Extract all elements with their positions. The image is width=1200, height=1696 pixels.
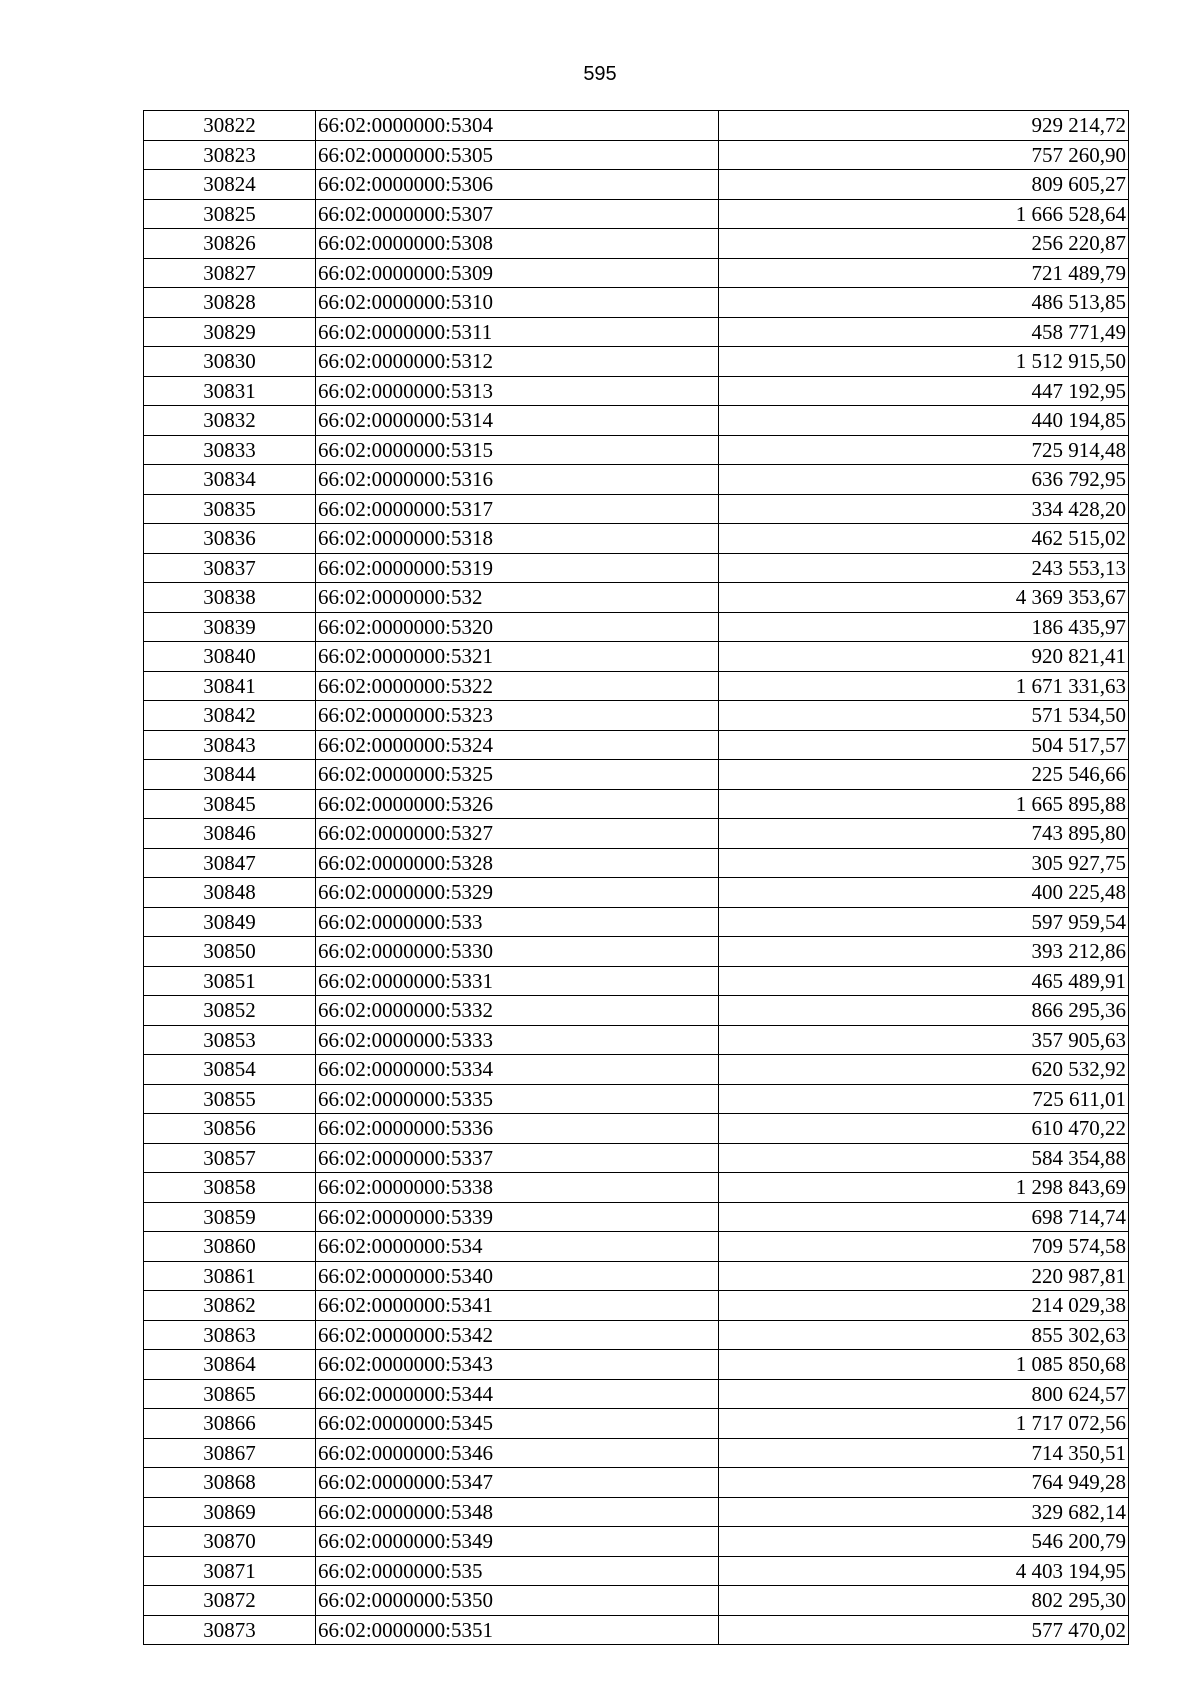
page-number: 595 <box>583 63 617 85</box>
value-cell: 4 369 353,67 <box>719 583 1129 613</box>
row-number-cell: 30859 <box>144 1202 316 1232</box>
table-row <box>144 553 1129 583</box>
row-number-cell: 30866 <box>144 1409 316 1439</box>
row-number-cell: 30856 <box>144 1114 316 1144</box>
registry-table <box>143 110 1129 1645</box>
cadastral-number-cell: 66:02:0000000:5351 <box>316 1615 719 1645</box>
value-cell: 584 354,88 <box>719 1143 1129 1173</box>
row-number-cell: 30830 <box>144 347 316 377</box>
cadastral-number-cell: 66:02:0000000:5319 <box>316 553 719 583</box>
table-row <box>144 1114 1129 1144</box>
cadastral-number-cell: 66:02:0000000:5311 <box>316 317 719 347</box>
row-number-cell: 30854 <box>144 1055 316 1085</box>
table-row <box>144 111 1129 141</box>
cadastral-number-cell: 66:02:0000000:5308 <box>316 229 719 259</box>
cadastral-number-cell: 66:02:0000000:5336 <box>316 1114 719 1144</box>
table-row <box>144 376 1129 406</box>
row-number-cell: 30847 <box>144 848 316 878</box>
table-row <box>144 1350 1129 1380</box>
table-row <box>144 671 1129 701</box>
row-number-cell: 30844 <box>144 760 316 790</box>
table-row <box>144 612 1129 642</box>
cadastral-number-cell: 66:02:0000000:5309 <box>316 258 719 288</box>
table-row <box>144 1468 1129 1498</box>
row-number-cell: 30840 <box>144 642 316 672</box>
row-number-cell: 30860 <box>144 1232 316 1262</box>
value-cell: 504 517,57 <box>719 730 1129 760</box>
row-number-cell: 30861 <box>144 1261 316 1291</box>
value-cell: 698 714,74 <box>719 1202 1129 1232</box>
cadastral-number-cell: 66:02:0000000:5338 <box>316 1173 719 1203</box>
row-number-cell: 30870 <box>144 1527 316 1557</box>
row-number-cell: 30846 <box>144 819 316 849</box>
value-cell: 400 225,48 <box>719 878 1129 908</box>
cadastral-number-cell: 66:02:0000000:5330 <box>316 937 719 967</box>
table-row <box>144 1556 1129 1586</box>
row-number-cell: 30857 <box>144 1143 316 1173</box>
cadastral-number-cell: 66:02:0000000:5329 <box>316 878 719 908</box>
row-number-cell: 30872 <box>144 1586 316 1616</box>
table-row <box>144 1320 1129 1350</box>
cadastral-number-cell: 66:02:0000000:5333 <box>316 1025 719 1055</box>
value-cell: 929 214,72 <box>719 111 1129 141</box>
cadastral-number-cell: 66:02:0000000:5310 <box>316 288 719 318</box>
row-number-cell: 30862 <box>144 1291 316 1321</box>
table-row <box>144 1438 1129 1468</box>
row-number-cell: 30837 <box>144 553 316 583</box>
row-number-cell: 30850 <box>144 937 316 967</box>
table-row <box>144 701 1129 731</box>
cadastral-number-cell: 66:02:0000000:533 <box>316 907 719 937</box>
cadastral-number-cell: 66:02:0000000:5346 <box>316 1438 719 1468</box>
value-cell: 486 513,85 <box>719 288 1129 318</box>
table-row <box>144 996 1129 1026</box>
table-row <box>144 1143 1129 1173</box>
row-number-cell: 30842 <box>144 701 316 731</box>
value-cell: 714 350,51 <box>719 1438 1129 1468</box>
cadastral-number-cell: 66:02:0000000:5349 <box>316 1527 719 1557</box>
value-cell: 725 914,48 <box>719 435 1129 465</box>
cadastral-number-cell: 66:02:0000000:5304 <box>316 111 719 141</box>
value-cell: 458 771,49 <box>719 317 1129 347</box>
value-cell: 757 260,90 <box>719 140 1129 170</box>
row-number-cell: 30824 <box>144 170 316 200</box>
value-cell: 802 295,30 <box>719 1586 1129 1616</box>
row-number-cell: 30828 <box>144 288 316 318</box>
value-cell: 220 987,81 <box>719 1261 1129 1291</box>
row-number-cell: 30839 <box>144 612 316 642</box>
table-row <box>144 435 1129 465</box>
table-row <box>144 1586 1129 1616</box>
row-number-cell: 30823 <box>144 140 316 170</box>
value-cell: 866 295,36 <box>719 996 1129 1026</box>
cadastral-number-cell: 66:02:0000000:5326 <box>316 789 719 819</box>
row-number-cell: 30822 <box>144 111 316 141</box>
row-number-cell: 30864 <box>144 1350 316 1380</box>
value-cell: 855 302,63 <box>719 1320 1129 1350</box>
cadastral-number-cell: 66:02:0000000:5321 <box>316 642 719 672</box>
table-row <box>144 524 1129 554</box>
value-cell: 186 435,97 <box>719 612 1129 642</box>
cadastral-number-cell: 66:02:0000000:5337 <box>316 1143 719 1173</box>
row-number-cell: 30827 <box>144 258 316 288</box>
value-cell: 462 515,02 <box>719 524 1129 554</box>
value-cell: 571 534,50 <box>719 701 1129 731</box>
table-row <box>144 229 1129 259</box>
table-row <box>144 288 1129 318</box>
value-cell: 225 546,66 <box>719 760 1129 790</box>
row-number-cell: 30848 <box>144 878 316 908</box>
table-row <box>144 465 1129 495</box>
cadastral-number-cell: 66:02:0000000:5348 <box>316 1497 719 1527</box>
cadastral-number-cell: 66:02:0000000:5327 <box>316 819 719 849</box>
cadastral-number-cell: 66:02:0000000:5340 <box>316 1261 719 1291</box>
cadastral-number-cell: 66:02:0000000:5312 <box>316 347 719 377</box>
value-cell: 393 212,86 <box>719 937 1129 967</box>
row-number-cell: 30836 <box>144 524 316 554</box>
table-row <box>144 583 1129 613</box>
cadastral-number-cell: 66:02:0000000:5307 <box>316 199 719 229</box>
row-number-cell: 30869 <box>144 1497 316 1527</box>
row-number-cell: 30833 <box>144 435 316 465</box>
cadastral-number-cell: 66:02:0000000:5339 <box>316 1202 719 1232</box>
value-cell: 743 895,80 <box>719 819 1129 849</box>
table-row <box>144 170 1129 200</box>
value-cell: 1 298 843,69 <box>719 1173 1129 1203</box>
row-number-cell: 30871 <box>144 1556 316 1586</box>
value-cell: 1 512 915,50 <box>719 347 1129 377</box>
value-cell: 725 611,01 <box>719 1084 1129 1114</box>
value-cell: 4 403 194,95 <box>719 1556 1129 1586</box>
table-row <box>144 789 1129 819</box>
row-number-cell: 30868 <box>144 1468 316 1498</box>
value-cell: 1 666 528,64 <box>719 199 1129 229</box>
table-row <box>144 1055 1129 1085</box>
table-row <box>144 406 1129 436</box>
row-number-cell: 30832 <box>144 406 316 436</box>
table-row <box>144 258 1129 288</box>
table-row <box>144 347 1129 377</box>
table-body <box>144 111 1129 1645</box>
row-number-cell: 30873 <box>144 1615 316 1645</box>
row-number-cell: 30825 <box>144 199 316 229</box>
cadastral-number-cell: 66:02:0000000:5318 <box>316 524 719 554</box>
cadastral-number-cell: 66:02:0000000:5345 <box>316 1409 719 1439</box>
table-row <box>144 642 1129 672</box>
value-cell: 764 949,28 <box>719 1468 1129 1498</box>
table-row <box>144 966 1129 996</box>
cadastral-number-cell: 66:02:0000000:534 <box>316 1232 719 1262</box>
value-cell: 800 624,57 <box>719 1379 1129 1409</box>
row-number-cell: 30829 <box>144 317 316 347</box>
table-row <box>144 937 1129 967</box>
table-row <box>144 1261 1129 1291</box>
row-number-cell: 30835 <box>144 494 316 524</box>
value-cell: 1 085 850,68 <box>719 1350 1129 1380</box>
value-cell: 329 682,14 <box>719 1497 1129 1527</box>
row-number-cell: 30849 <box>144 907 316 937</box>
row-number-cell: 30865 <box>144 1379 316 1409</box>
cadastral-number-cell: 66:02:0000000:5323 <box>316 701 719 731</box>
cadastral-number-cell: 66:02:0000000:5328 <box>316 848 719 878</box>
cadastral-number-cell: 66:02:0000000:5306 <box>316 170 719 200</box>
table-row <box>144 1084 1129 1114</box>
value-cell: 465 489,91 <box>719 966 1129 996</box>
table-row <box>144 848 1129 878</box>
row-number-cell: 30867 <box>144 1438 316 1468</box>
table-row <box>144 1497 1129 1527</box>
value-cell: 620 532,92 <box>719 1055 1129 1085</box>
table-row <box>144 907 1129 937</box>
row-number-cell: 30853 <box>144 1025 316 1055</box>
row-number-cell: 30831 <box>144 376 316 406</box>
row-number-cell: 30838 <box>144 583 316 613</box>
table-row <box>144 730 1129 760</box>
cadastral-number-cell: 66:02:0000000:5331 <box>316 966 719 996</box>
table-row <box>144 1379 1129 1409</box>
cadastral-number-cell: 66:02:0000000:5335 <box>316 1084 719 1114</box>
row-number-cell: 30826 <box>144 229 316 259</box>
cadastral-number-cell: 66:02:0000000:5344 <box>316 1379 719 1409</box>
table-row <box>144 1527 1129 1557</box>
row-number-cell: 30841 <box>144 671 316 701</box>
value-cell: 577 470,02 <box>719 1615 1129 1645</box>
row-number-cell: 30845 <box>144 789 316 819</box>
row-number-cell: 30863 <box>144 1320 316 1350</box>
value-cell: 447 192,95 <box>719 376 1129 406</box>
table-row <box>144 140 1129 170</box>
value-cell: 721 489,79 <box>719 258 1129 288</box>
table-row <box>144 1291 1129 1321</box>
value-cell: 709 574,58 <box>719 1232 1129 1262</box>
cadastral-number-cell: 66:02:0000000:5343 <box>316 1350 719 1380</box>
value-cell: 440 194,85 <box>719 406 1129 436</box>
value-cell: 597 959,54 <box>719 907 1129 937</box>
cadastral-number-cell: 66:02:0000000:5314 <box>316 406 719 436</box>
value-cell: 1 717 072,56 <box>719 1409 1129 1439</box>
cadastral-number-cell: 66:02:0000000:532 <box>316 583 719 613</box>
cadastral-number-cell: 66:02:0000000:5325 <box>316 760 719 790</box>
table-row <box>144 819 1129 849</box>
cadastral-number-cell: 66:02:0000000:5313 <box>316 376 719 406</box>
row-number-cell: 30852 <box>144 996 316 1026</box>
value-cell: 1 671 331,63 <box>719 671 1129 701</box>
row-number-cell: 30834 <box>144 465 316 495</box>
cadastral-number-cell: 66:02:0000000:5315 <box>316 435 719 465</box>
value-cell: 920 821,41 <box>719 642 1129 672</box>
row-number-cell: 30858 <box>144 1173 316 1203</box>
cadastral-number-cell: 66:02:0000000:5320 <box>316 612 719 642</box>
value-cell: 1 665 895,88 <box>719 789 1129 819</box>
table-row <box>144 199 1129 229</box>
cadastral-number-cell: 66:02:0000000:5334 <box>316 1055 719 1085</box>
cadastral-number-cell: 66:02:0000000:5316 <box>316 465 719 495</box>
table-row <box>144 1615 1129 1645</box>
table-row <box>144 494 1129 524</box>
value-cell: 610 470,22 <box>719 1114 1129 1144</box>
value-cell: 636 792,95 <box>719 465 1129 495</box>
cadastral-number-cell: 66:02:0000000:5341 <box>316 1291 719 1321</box>
cadastral-number-cell: 66:02:0000000:5350 <box>316 1586 719 1616</box>
value-cell: 546 200,79 <box>719 1527 1129 1557</box>
cadastral-number-cell: 66:02:0000000:5324 <box>316 730 719 760</box>
value-cell: 305 927,75 <box>719 848 1129 878</box>
value-cell: 256 220,87 <box>719 229 1129 259</box>
value-cell: 357 905,63 <box>719 1025 1129 1055</box>
table-row <box>144 317 1129 347</box>
value-cell: 214 029,38 <box>719 1291 1129 1321</box>
cadastral-number-cell: 66:02:0000000:5332 <box>316 996 719 1026</box>
row-number-cell: 30851 <box>144 966 316 996</box>
cadastral-number-cell: 66:02:0000000:5317 <box>316 494 719 524</box>
row-number-cell: 30855 <box>144 1084 316 1114</box>
table-row <box>144 1025 1129 1055</box>
cadastral-number-cell: 66:02:0000000:5342 <box>316 1320 719 1350</box>
cadastral-number-cell: 66:02:0000000:5305 <box>316 140 719 170</box>
table-row <box>144 1409 1129 1439</box>
value-cell: 334 428,20 <box>719 494 1129 524</box>
cadastral-number-cell: 66:02:0000000:5347 <box>316 1468 719 1498</box>
table-row <box>144 760 1129 790</box>
table-row <box>144 1202 1129 1232</box>
table-row <box>144 878 1129 908</box>
row-number-cell: 30843 <box>144 730 316 760</box>
cadastral-number-cell: 66:02:0000000:5322 <box>316 671 719 701</box>
cadastral-number-cell: 66:02:0000000:535 <box>316 1556 719 1586</box>
value-cell: 809 605,27 <box>719 170 1129 200</box>
table-row <box>144 1173 1129 1203</box>
value-cell: 243 553,13 <box>719 553 1129 583</box>
table-row <box>144 1232 1129 1262</box>
